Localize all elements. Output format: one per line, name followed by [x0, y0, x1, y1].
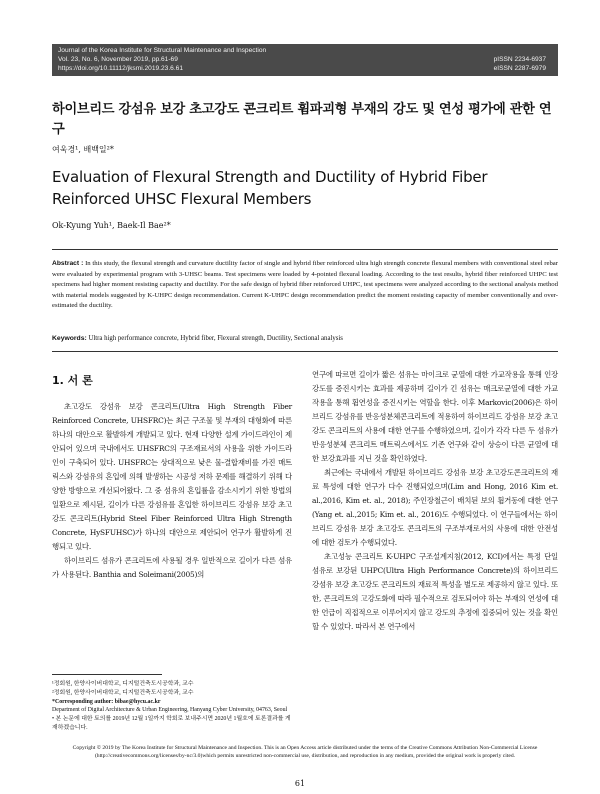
journal-header [52, 44, 558, 76]
eissn: eISSN 2287-6979 [493, 65, 546, 73]
journal-info [58, 46, 266, 74]
journal-name: Journal of the Korea Institute for Structural Maintenance and Inspection [58, 47, 267, 54]
abstract [52, 259, 558, 312]
footnotes [52, 680, 292, 733]
right-paragraph-3: 초고성능 콘크리트 K-UHPC 구조설계지침(2012, KCI)에서는 특정 단일 섬유로 보강된 UHPC(Ultra High Performance Concrete)의 하이브리드 강섬유 보강 초고강도 콘크리트의 재료적 특성을 별도로 제공하지 않고 있다. 또한, 콘크리트의 고강도화에 따라 필수적으로 검토되어야 하는 부재의 연성에 대한 언급이 직접적으로 이루어지지 않고 강도의 추정에 집중되어 있는 것을 확인할 수 있었다. 따라서 본 연구에서 [312, 552, 558, 631]
keywords-text: Ultra high performance concrete, Hybrid fiber, Flexural strength, Ductility, Sectional analysis [88, 335, 343, 342]
left-paragraph-1: 초고강도 강섬유 보강 콘크리트(Ultra High Strength Fiber Reinforced Concrete, UHSFRC)는 최근 구조물 및 부재의 대형화에 따른 하나의 대안으로 활발하게 개발되고 있다. 현재 다양한 설계 가이드라인이 제안되어 있으며 국내에서도 UHSFRC의 구조재료서의 사용을 위한 가이드라인이 구축되어 있다. UHSFRC는 상대적으로 낮은 물-결합재비를 가진 매트릭스와 강섬유의 혼입에 의해 발생하는 시공성 저하 문제를 해결하기 위해 다양한 방향으로 개선되어왔다. 그 중 섬유의 혼입률을 감소시키기 위한 방법의 일환으로 제시된, 길이가 다른 강섬유를 혼입한 하이브리드 강섬유 보강 초고강도 콘크리트(Hybrid Steel Fiber Reinforced Ultra High Strength Concrete, HySFUHSC)가 하나의 대안으로 제안되어 연구가 활발하게 진행되고 있다. [52, 402, 292, 551]
right-paragraph-2: 최근에는 국내에서 개발된 하이브리드 강섬유 보강 초고강도콘크리트의 재료 특성에 대한 연구가 다수 진행되었으며(Lim and Hong, 2016 Kim et. al.,2016, Kim et. al., 2018); 주인장철근이 배치된 보의 휨거동에 대한 연구(Yang et. al.,2015; Kim et. al., 2016)도 수행되었다. 이 연구들에서는 하이브리드 강섬유 보강 초고강도 콘크리트의 구조부재로서의 사용에 대한 안전성 에 대한 검토가 수행되었다. [312, 468, 558, 547]
authors-english: Ok-Kyung Yuh¹, Baek-Il Bae²* [52, 221, 171, 230]
abstract-text: In this study, the flexural strength and curvature ductility factor of single and hybrid fiber reinforced ultra high strength concrete flexural members with conventional steel rebar were evaluated by experimental program with 3-UHSC beams. Test specimens were loaded by 4-pointed flexural loading. According to the test results, hybrid fiber reinforced UHPC test specimens had higher moment resisting capacity and ductility. For the safe design of hybrid fiber reinforced UHPC, test specimens were analyzed according to the sectional analysis method with material models suggested by K-UHPC design recommendation. Current K-UHPC design recommendation predict the moment resisting capacity of member conventionally and over-estimated the ductility. [52, 260, 559, 310]
keywords-label: Keywords: [52, 335, 87, 342]
abstract-top-rule [52, 249, 558, 250]
footnote-discussion: • 본 논문에 대한 토의를 2019년 12월 1일까지 학회로 보내주시면 2020년 1월호에 토론결과를 게재하겠습니다. [52, 716, 291, 731]
right-paragraph-1: 연구에 따르면 길이가 짧은 섬유는 마이크로 균열에 대한 가교작용을 통해 인장강도를 증진시키는 효과를 제공하며 길이가 긴 섬유는 매크로균열에 대한 가교작용을 통해 휨연성을 증진시키는 역할을 한다. 이후 Markovic(2006)은 하이브리드 강섬유를 반응성분체콘크리트에 적용하여 하이브리드 강섬유 보강 초고강도 콘크리트의 사용에 대한 연구를 수행하였으며, 길이가 각각 다른 두 섬유가 반응성분체 콘크리트 매트릭스에서도 기존 연구와 같이 상승이 다른 균열에 대한 보강효과를 지닌 것을 확인하였다. [312, 370, 558, 463]
journal-volume: Vol. 23, No. 6, November 2019, pp.61-69 [58, 56, 178, 64]
left-column [52, 400, 292, 582]
right-column [312, 368, 558, 634]
keywords [52, 335, 558, 342]
footnote-2: ²정회원, 한양사이버대학교, 디지털건축도시공학과, 교수 [52, 689, 194, 696]
journal-doi[interactable]: https://doi.org/10.11112/jksmi.2019.23.6.61 [58, 65, 183, 73]
page-number: 61 [294, 779, 306, 788]
copyright-notice: Copyright © 2019 by The Korea Institute for Structural Maintenance and Inspection. This is an Open Access article distributed under the terms of the Creative Commons Attribution Non-Commercial License (http://creativecommons.org/licenses/by-nc/3.0)which permits unrestricted non-commercial use, distribution, and reproduction in any medium, provided the original work is properly cited. [72, 745, 538, 760]
abstract-bottom-rule [52, 351, 558, 352]
footnote-rule [52, 674, 162, 675]
authors-korean: 여욱경¹, 배백일²* [52, 145, 114, 154]
abstract-label: Abstract : [52, 260, 84, 267]
footnote-1: ¹정회원, 한양사이버대학교, 디지털건축도시공학과, 교수 [52, 681, 194, 687]
issn-info [494, 55, 546, 73]
pissn: pISSN 2234-6937 [493, 56, 546, 63]
title-korean: 하이브리드 강섬유 보강 초고강도 콘크리트 휨파괴형 부재의 강도 및 연성 평가에 관한 연구 [52, 102, 552, 137]
footnote-corresponding: *Corresponding author: bibae@hycu.ac.kr [52, 698, 161, 705]
footnote-department: Department of Digital Architecture & Urban Engineering, Hanyang Cyber University, 04763, Seoul [52, 707, 288, 714]
section-heading-introduction: 1. 서 론 [52, 374, 93, 387]
title-english: Evaluation of Flexural Strength and Ductility of Hybrid Fiber Reinforced UHSC Flexural Members [52, 168, 488, 208]
left-paragraph-2: 하이브리드 섬유가 콘크리트에 사용될 경우 일반적으로 길이가 다른 섬유가 사용된다. Banthia and Soleimani(2005)의 [52, 556, 292, 579]
